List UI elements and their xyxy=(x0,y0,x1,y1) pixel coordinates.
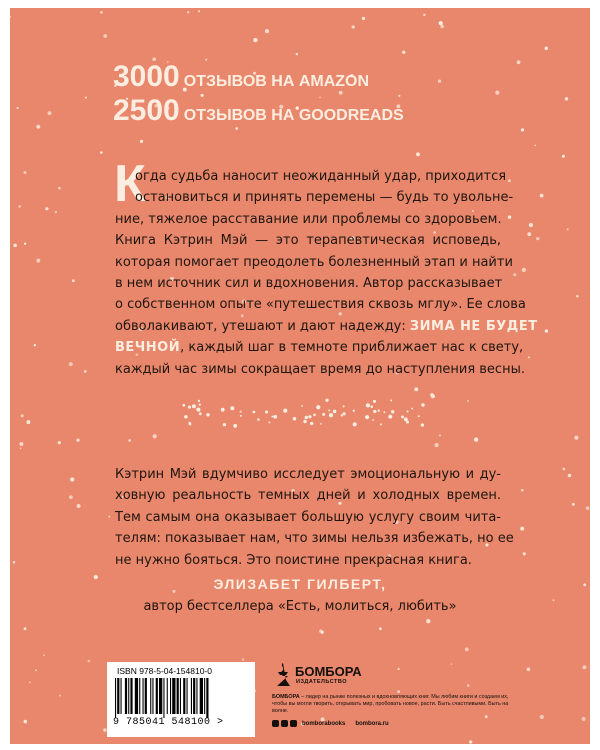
book-back-cover xyxy=(10,8,590,744)
barcode-panel xyxy=(107,662,255,737)
snow-dot xyxy=(29,681,31,683)
snow-dot xyxy=(257,418,260,421)
snow-dot xyxy=(391,410,394,413)
snow-dot xyxy=(586,506,589,509)
snow-dot xyxy=(196,408,200,412)
social-handle: bomborabooks xyxy=(302,720,346,727)
snow-dot xyxy=(70,477,74,481)
publisher-website: bombora.ru xyxy=(355,720,389,727)
review-line: не нужно бояться. Это поистине прекрасная книга. xyxy=(115,552,472,568)
snow-dot xyxy=(414,387,418,391)
snow-dot xyxy=(88,660,91,663)
barcode-bar xyxy=(128,678,129,714)
snow-dot xyxy=(265,29,269,33)
snow-dot xyxy=(325,399,328,402)
snow-dot xyxy=(221,408,225,412)
snow-dot xyxy=(199,412,202,415)
highlight-phrase-part1: ЗИМА НЕ БУДЕТ xyxy=(409,318,538,334)
snow-dot xyxy=(465,647,469,651)
snow-dot xyxy=(467,684,470,687)
blurb-line: каждый час зимы сокращает время до наступления весны. xyxy=(115,361,525,377)
snow-dot xyxy=(520,527,524,531)
review-line: Тем самым она оказывает большую услугу своим чита- xyxy=(115,509,501,525)
snow-dot xyxy=(153,434,157,438)
snow-dot xyxy=(72,279,75,282)
snow-dot xyxy=(253,411,256,414)
snow-dot xyxy=(362,17,365,20)
publisher-social-row xyxy=(272,720,389,727)
snow-dot xyxy=(69,495,73,499)
review-line: телям: показывает нам, что зимы нельзя избежать, но ее xyxy=(115,531,514,547)
snow-dot xyxy=(371,405,374,408)
barcode-bar xyxy=(183,678,185,714)
snow-dot xyxy=(321,631,324,634)
snow-dot xyxy=(440,25,443,28)
snow-dot xyxy=(240,410,242,412)
snow-dot xyxy=(467,400,469,402)
barcode-bar xyxy=(167,678,168,714)
snow-dot xyxy=(313,413,316,416)
bombora-logo-icon xyxy=(274,662,292,688)
snow-dot xyxy=(562,155,565,158)
snow-dot xyxy=(379,627,382,630)
amazon-reviews-label: ОТЗЫВОВ НА AMAZON xyxy=(183,73,370,90)
snow-dot xyxy=(572,503,575,506)
goodreads-reviews-label: ОТЗЫВОВ НА GOODREADS xyxy=(183,107,404,124)
snow-dot xyxy=(421,423,424,426)
snow-dot xyxy=(301,405,303,407)
barcode-bar xyxy=(180,678,181,714)
snow-dot xyxy=(128,439,131,442)
barcode-bar xyxy=(200,678,203,714)
snow-dot xyxy=(85,97,87,99)
snow-dot xyxy=(495,91,499,95)
barcode-digits: 9 785041 548100 > xyxy=(113,717,224,728)
barcode-bar xyxy=(121,678,122,714)
snow-dot xyxy=(59,695,61,697)
snow-dot xyxy=(508,179,511,182)
snow-dot xyxy=(431,394,435,398)
review-line: Кэтрин Мэй вдумчиво исследует эмоциональную и ду- xyxy=(115,467,501,482)
snow-dot xyxy=(308,415,311,418)
publisher-subtitle: ИЗДАТЕЛЬСТВО xyxy=(296,679,348,685)
snow-dot xyxy=(69,362,73,366)
snow-dot xyxy=(192,404,196,408)
snow-dot xyxy=(58,187,61,190)
snow-dot xyxy=(529,223,533,227)
snow-dot xyxy=(206,413,209,416)
snow-dot xyxy=(563,468,566,471)
snow-dot xyxy=(26,420,30,424)
snow-dot xyxy=(352,25,355,28)
snow-dot xyxy=(380,423,382,425)
barcode-bar xyxy=(204,678,205,714)
snow-dot xyxy=(55,211,57,213)
blurb-line: остановиться и принять перемены — будь то увольне- xyxy=(135,190,514,206)
snow-dot xyxy=(242,658,244,660)
snow-dot xyxy=(451,663,453,665)
snow-dot xyxy=(540,715,544,719)
snow-dot xyxy=(13,561,15,563)
snow-dot xyxy=(13,244,17,248)
snow-dot xyxy=(527,232,531,236)
snow-dot xyxy=(77,504,81,508)
snow-dot xyxy=(406,420,409,423)
amazon-reviews-stat xyxy=(113,60,369,94)
barcode-bar xyxy=(143,678,144,714)
snow-dot xyxy=(545,47,549,51)
snow-dot xyxy=(576,295,578,297)
snow-dot xyxy=(434,443,438,447)
snow-dot xyxy=(24,171,27,174)
snow-dot xyxy=(426,619,430,623)
barcode-bar xyxy=(117,678,119,714)
snow-dot xyxy=(372,419,374,421)
barcode-bar xyxy=(115,678,116,718)
snow-dot xyxy=(439,435,441,437)
snow-dot xyxy=(182,404,185,407)
snow-dot xyxy=(140,140,143,143)
snow-dot xyxy=(521,128,524,131)
barcode-bar xyxy=(152,678,153,714)
barcode-bar xyxy=(139,678,140,714)
barcode-bar xyxy=(193,678,195,714)
snow-dot xyxy=(265,410,268,413)
snow-dot xyxy=(303,420,306,423)
snow-dot xyxy=(187,11,189,13)
barcode-bar xyxy=(172,678,175,714)
barcode-bar xyxy=(187,678,188,714)
snow-dot xyxy=(568,474,572,478)
publisher-desc-name: БОМБОРА xyxy=(272,694,300,700)
review-author-name: ЭЛИЗАБЕТ ГИЛБЕРТ, xyxy=(213,576,387,592)
snow-dot xyxy=(388,415,392,419)
snow-dot xyxy=(383,411,385,413)
snow-dot xyxy=(322,413,325,416)
blurb-line: в нем источник сил и вдохновения. Автор рассказывает xyxy=(115,275,503,291)
snow-dot xyxy=(188,406,191,409)
barcode-bar xyxy=(177,678,179,714)
snow-dot xyxy=(527,667,531,671)
snow-dot xyxy=(545,329,548,332)
goodreads-reviews-count: 2500 xyxy=(113,94,180,127)
snow-dot xyxy=(582,665,586,669)
barcode-bar xyxy=(191,678,192,714)
youtube-icon xyxy=(281,720,288,727)
snow-dot xyxy=(103,34,107,38)
snow-dot xyxy=(48,111,52,115)
blurb-line: Книга Кэтрин Мэй — это терапевтическая исповедь, xyxy=(115,233,501,249)
snow-dot xyxy=(534,145,536,147)
snow-dot xyxy=(582,717,586,721)
snow-dot xyxy=(230,406,234,410)
snow-dot xyxy=(469,740,472,743)
snow-dot xyxy=(10,16,11,18)
drop-cap: К xyxy=(114,155,146,213)
snow-dot xyxy=(198,10,200,12)
snow-dot xyxy=(508,215,511,218)
barcode-bar xyxy=(170,678,171,714)
barcode-bar xyxy=(159,678,162,714)
snow-dot xyxy=(43,654,45,656)
blurb-line: о собственном опыте «путешествия сквозь мглу». Ее слова xyxy=(115,297,526,313)
blurb-line-text: , каждый шаг в темноте приближает нас к свету, xyxy=(180,340,524,356)
barcode-bar xyxy=(145,678,147,714)
blurb-line: огда судьба наносит неожиданный удар, приходится xyxy=(135,169,507,184)
vk-icon xyxy=(272,720,279,727)
snow-dot xyxy=(34,344,36,346)
snow-dot xyxy=(36,259,40,263)
snow-dot xyxy=(522,268,526,272)
snow-dot xyxy=(438,79,441,82)
snow-dot xyxy=(402,51,405,54)
snow-dot xyxy=(418,415,420,417)
snow-dot xyxy=(271,416,273,418)
snow-dot xyxy=(390,399,392,401)
snow-dot xyxy=(184,415,188,419)
snow-dot xyxy=(343,405,345,407)
review-paragraph xyxy=(115,464,514,571)
publisher-description xyxy=(272,694,512,716)
barcode-bar xyxy=(150,678,151,714)
snow-dot xyxy=(320,423,322,425)
snow-dot xyxy=(35,669,37,671)
snow-dot xyxy=(18,205,20,207)
snow-dot xyxy=(293,417,297,421)
snow-dot xyxy=(343,412,346,415)
snow-dot xyxy=(416,152,420,156)
snow-dot xyxy=(341,414,343,416)
snow-dot xyxy=(536,237,539,240)
snow-dot xyxy=(84,370,87,373)
blurb-paragraph xyxy=(115,166,538,380)
snow-dot xyxy=(240,415,242,417)
snow-dot xyxy=(36,125,40,129)
blurb-line: которая помогает преодолеть болезненный этап и найти xyxy=(115,254,513,270)
review-line: ховную реальность темных дней и холодных времен. xyxy=(115,488,501,504)
snow-dot xyxy=(21,414,24,417)
snow-dot xyxy=(76,439,79,442)
barcode-bar xyxy=(125,678,127,714)
snow-dot xyxy=(199,403,201,405)
snow-dot xyxy=(411,408,413,410)
snow-dot xyxy=(310,422,313,425)
snow-dot xyxy=(517,60,521,64)
snow-dot xyxy=(223,423,226,426)
snow-dot xyxy=(100,151,103,154)
snow-dot xyxy=(189,423,192,426)
snow-dot xyxy=(521,489,524,492)
goodreads-reviews-stat xyxy=(113,94,404,128)
snow-dot xyxy=(353,410,355,412)
snow-dot xyxy=(565,97,568,100)
snow-dot xyxy=(253,38,257,42)
isbn-text: ISBN 978-5-04-154810-0 xyxy=(117,666,212,676)
snow-dot xyxy=(474,437,478,441)
snow-dot xyxy=(20,448,22,450)
snow-dot xyxy=(373,410,376,413)
snow-dot xyxy=(421,403,424,406)
snow-dot xyxy=(24,720,28,724)
publisher-desc-text: – лидер на рынке полезных и вдохновляющих книг. Мы любим книги и создаем их, чтобы вы могли творить, открывать мир, пробовать новое, расти. Быть счастливыми. Быть на волне. xyxy=(272,694,509,715)
barcode-bars xyxy=(115,678,247,718)
telegram-icon xyxy=(290,720,297,727)
snow-dot xyxy=(283,409,287,413)
publisher-name: БОМБОРА xyxy=(295,664,362,679)
barcode-bar xyxy=(196,678,197,714)
barcode-bar xyxy=(163,678,164,718)
blurb-line-with-highlight xyxy=(115,337,524,358)
blurb-line: ние, тяжелое расставание или проблемы со здоровьем. xyxy=(115,211,502,227)
barcode-bar xyxy=(135,678,138,714)
snow-dot xyxy=(296,53,299,56)
snow-dot xyxy=(366,403,370,407)
snow-dot xyxy=(333,410,337,414)
snow-dot xyxy=(198,400,200,402)
snow-dot xyxy=(100,11,103,14)
snow-dot xyxy=(353,422,357,426)
snow-dot xyxy=(365,415,369,419)
snow-dot xyxy=(523,552,526,555)
review-author-description: автор бестселлера «Есть, молиться, любить» xyxy=(143,599,457,614)
snow-dot xyxy=(397,690,400,693)
amazon-reviews-count: 3000 xyxy=(113,60,180,93)
barcode-bar xyxy=(130,678,132,714)
snow-dot xyxy=(378,410,380,412)
snow-dot xyxy=(305,416,308,419)
snow-dot xyxy=(58,441,61,444)
barcode-bar xyxy=(156,678,158,714)
snow-dot xyxy=(407,410,409,412)
snow-dot xyxy=(485,715,488,718)
snow-dot xyxy=(329,413,333,417)
snow-dot xyxy=(316,405,320,409)
snow-dot xyxy=(373,400,376,403)
snow-dot xyxy=(108,516,110,518)
blurb-line-with-highlight xyxy=(115,316,538,337)
snow-dot xyxy=(45,207,48,210)
snow-dot xyxy=(574,436,578,440)
snow-dot xyxy=(328,409,330,411)
blurb-line-text: обволакивают, утешают и дают надежду: xyxy=(115,318,406,334)
snow-dot xyxy=(268,421,270,423)
snow-dot xyxy=(19,442,23,446)
snow-dot xyxy=(567,228,569,230)
highlight-phrase-part2: ВЕЧНОЙ xyxy=(115,340,181,356)
snow-dot xyxy=(439,21,443,25)
snow-dot xyxy=(423,14,425,16)
snow-dot xyxy=(540,194,544,198)
snow-dot xyxy=(273,415,277,419)
snow-dot xyxy=(397,668,399,670)
barcode-bar xyxy=(206,678,208,718)
snow-dot xyxy=(401,415,404,418)
snow-dot xyxy=(17,107,19,109)
snow-dot xyxy=(24,627,27,630)
snow-dot xyxy=(528,356,530,358)
snow-dot xyxy=(24,242,26,244)
snow-dot xyxy=(233,424,237,428)
snow-dot xyxy=(513,273,516,276)
